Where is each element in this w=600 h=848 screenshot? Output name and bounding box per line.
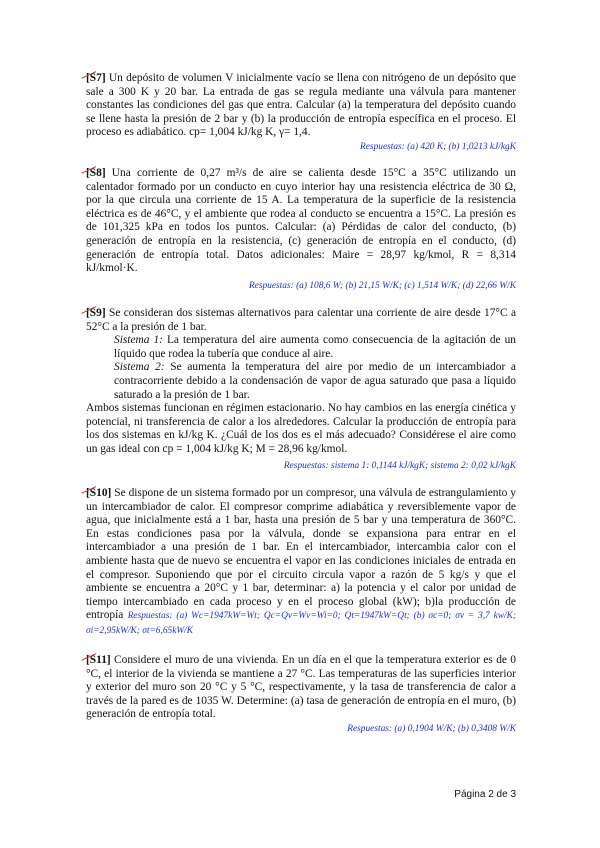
problem-tag: [S11] — [86, 654, 111, 666]
answer-s7: Respuestas: (a) 420 K; (b) 1,0213 kJ/kgK — [360, 142, 516, 152]
problem-text: Considere el muro de una vivienda. En un día en el que la temperatura exterior es de 0 °C, el interior de la vivienda se mantiene a 27 °C. Las temperaturas de las superficies interior y exterior del muro son 20 °C y 5 °C, respectivamente, y la tasa de transferencia de calor a través de la pared es de 1035 W. Determine: (a) tasa de generación de entropía en el muro, (b) generación de entropía total. — [86, 654, 516, 721]
problem-tag: [S10] — [86, 487, 111, 499]
answer-s11: Respuestas: (a) 0,1904 W/K; (b) 0,3408 W/K — [347, 724, 516, 734]
system-2: Sistema 2: Se aumenta la temperatura del aire por medio de un intercambiador a contracorriente debido a la condensación de vapor de agua saturado que pasa a líquido saturado a la presión de 1 bar. — [114, 361, 516, 401]
page-number: Página 2 de 3 — [454, 789, 516, 800]
problem-tag: [S7] — [86, 72, 106, 84]
answer-s9: Respuestas: sistema 1: 0,1144 kJ/kgK; sistema 2: 0,02 kJ/kgK — [283, 461, 516, 471]
problem-tag: [S8] — [86, 167, 106, 179]
answer-s8: Respuestas: (a) 108,6 W; (b) 21,15 W/K; (c) 1,514 W/K; (d) 22,66 W/K — [248, 281, 516, 291]
problem-text: Una corriente de 0,27 m³/s de aire se calienta desde 15°C a 35°C utilizando un calentador formado por un conducto en cuyo interior hay una resistencia eléctrica de 30 Ω, por la que circula una corriente de 15 A. La temperatura de la superficie de la resistencia eléctrica es de 46°C, y el ambiente que rodea al conducto se encuentra a 15°C. La presión es de 101,325 kPa en todos los puntos. Calcular: (a) Pérdidas de calor del conducto, (b) generación de entropía en la resistencia, (c) generación de entropía en el conducto, (d) generación de entropía total. Datos adicionales: Maire = 28,97 kg/kmol, R = 8,314 kJ/kmol·K. — [86, 167, 516, 275]
problem-outro: Ambos sistemas funcionan en régimen estacionario. No hay cambios en las energía cinética y potencial, ni transferencia de calor a los alrededores. Calcular la producción de entropía para los dos sistemas en kJ/kg K. ¿Cuál de los dos es el más adecuado? Considérese el aire como un gas ideal con cp = 1,004 kJ/kg K; M = 28,96 kg/kmol. — [86, 402, 516, 455]
problem-s11 — [86, 654, 516, 722]
answer-s10: Respuestas: (a) Wc=1947kW=Wt; Qc=Qv=Wv=Wi=0; Qt=1947kW=Qt; (b) σc=0; σv = 3,7 kw/K; σi=2,95kW/K; σt=6,65kW/K — [86, 611, 516, 636]
problem-text: Un depósito de volumen V inicialmente vacío se llena con nitrógeno de un depósito que sale a 300 K y 20 bar. La entrada de gas se regula mediante una válvula para mantener constantes las condiciones del gas que entra. Calcular (a) la temperatura del depósito cuando se llene hasta la presión de 2 bar y (b) la producción de entropía específica en el proceso. El proceso es adiabático. cp= 1,004 kJ/kg K, γ= 1,4. — [86, 72, 516, 139]
problem-s10 — [86, 487, 516, 639]
problem-text: Se dispone de un sistema formado por un compresor, una válvula de estrangulamiento y un intercambiador de calor. El compresor comprime adiabática y reversiblemente vapor de agua, que inicialmente está a 1 bar, hasta una presión de 5 bar y una temperatura de 360°C. En estas condiciones pasa por la válvula, donde se expansiona para entrar en el intercambiador a una presión de 1 bar. En el intercambiador, intercambia calor con el ambiente hasta que de nuevo se encuentra el vapor en las condiciones iniciales de entrada en el compresor. Suponiendo que por el circuito circula vapor a razón de 5 kg/s y que el ambiente se encuentra a 20°C y 1 bar, determinar: a) la potencia y el calor por unidad de tiempo intercambiado en cada proceso y en el proceso global (kW); b)la producción de entropía — [86, 487, 516, 622]
problem-s7 — [86, 72, 516, 140]
problem-s8 — [86, 167, 516, 276]
problem-s9 — [86, 307, 516, 457]
system-1: Sistema 1: La temperatura del aire aumenta como consecuencia de la agitación de un líquido que rodea la tubería que conduce al aire. — [114, 334, 516, 360]
problem-tag: [S9] — [86, 307, 106, 319]
problem-intro: Se consideran dos sistemas alternativos para calentar una corriente de aire desde 17°C a 52°C a la presión de 1 bar. — [86, 307, 516, 333]
